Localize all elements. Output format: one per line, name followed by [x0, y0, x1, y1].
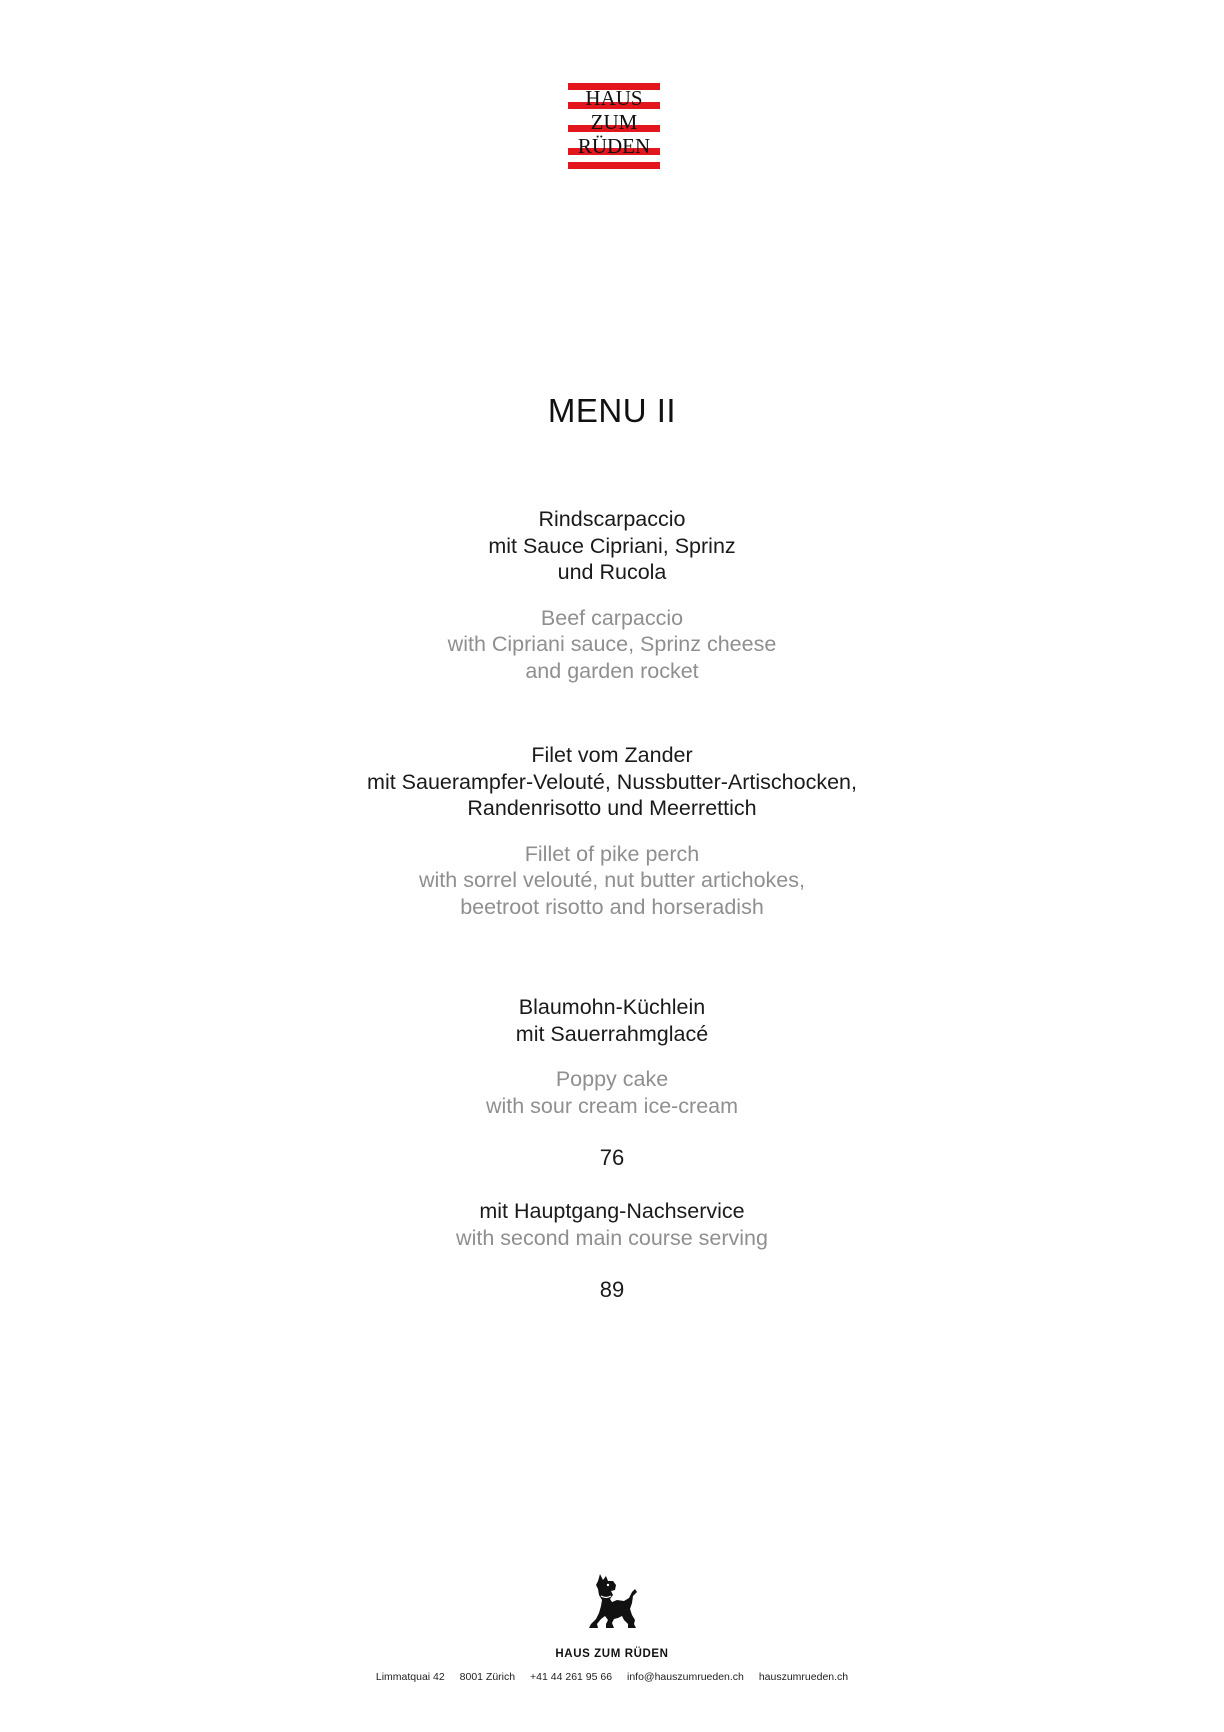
dog-emblem-icon — [586, 1572, 638, 1630]
course-line: und Rucola — [557, 560, 667, 584]
course-line: Filet vom Zander — [531, 743, 693, 767]
course-line: Blaumohn-Küchlein — [518, 995, 706, 1019]
footer-restaurant-name: HAUS ZUM RÜDEN — [555, 1648, 669, 1660]
restaurant-logo — [568, 83, 660, 169]
menu-title: MENU II — [547, 392, 677, 429]
course-description-de — [0, 506, 1224, 586]
second-serving-option — [0, 1198, 1224, 1251]
course-main — [0, 742, 1224, 920]
course-line: with sorrel velouté, nut butter artichokes, — [419, 868, 805, 892]
course-description-de — [0, 742, 1224, 822]
menu-price: 76 — [599, 1145, 625, 1170]
logo-line-2: ZUM — [590, 110, 638, 134]
course-description-en — [0, 605, 1224, 685]
option-description-en: with second main course serving — [456, 1225, 768, 1250]
footer-phone[interactable]: +41 44 261 95 66 — [530, 1671, 613, 1683]
course-description-en — [0, 1066, 1224, 1119]
logo-line-1: HAUS — [585, 86, 643, 110]
course-line: Randenrisotto und Meerrettich — [467, 796, 757, 820]
option-price: 89 — [599, 1277, 625, 1302]
course-line: mit Sauerrahmglacé — [515, 1021, 709, 1046]
course-line: beetroot risotto and horseradish — [460, 894, 764, 919]
course-line: and garden rocket — [525, 658, 699, 683]
footer-email-link[interactable]: info@hauszumrueden.ch — [627, 1671, 744, 1683]
course-line: Beef carpaccio — [540, 605, 684, 630]
course-line: with Cipriani sauce, Sprinz cheese — [447, 632, 777, 656]
footer-street: Limmatquai 42 — [375, 1671, 445, 1683]
footer-city: 8001 Zürich — [459, 1671, 516, 1683]
option-description-de: mit Hauptgang-Nachservice — [479, 1199, 745, 1223]
course-line: Rindscarpaccio — [538, 507, 686, 531]
course-line: with sour cream ice-cream — [485, 1093, 739, 1118]
footer-address — [0, 1671, 1224, 1683]
course-description-en — [0, 841, 1224, 921]
course-dessert — [0, 994, 1224, 1119]
course-description-de — [0, 994, 1224, 1047]
logo-line-3: RÜDEN — [577, 134, 651, 158]
course-line: mit Sauerampfer-Velouté, Nussbutter-Artischocken, — [367, 769, 857, 794]
course-line: Poppy cake — [555, 1067, 669, 1091]
footer-website-link[interactable]: hauszumrueden.ch — [758, 1671, 849, 1683]
course-line: mit Sauce Cipriani, Sprinz — [488, 533, 736, 558]
course-line: Fillet of pike perch — [524, 841, 700, 866]
course-starter — [0, 506, 1224, 684]
